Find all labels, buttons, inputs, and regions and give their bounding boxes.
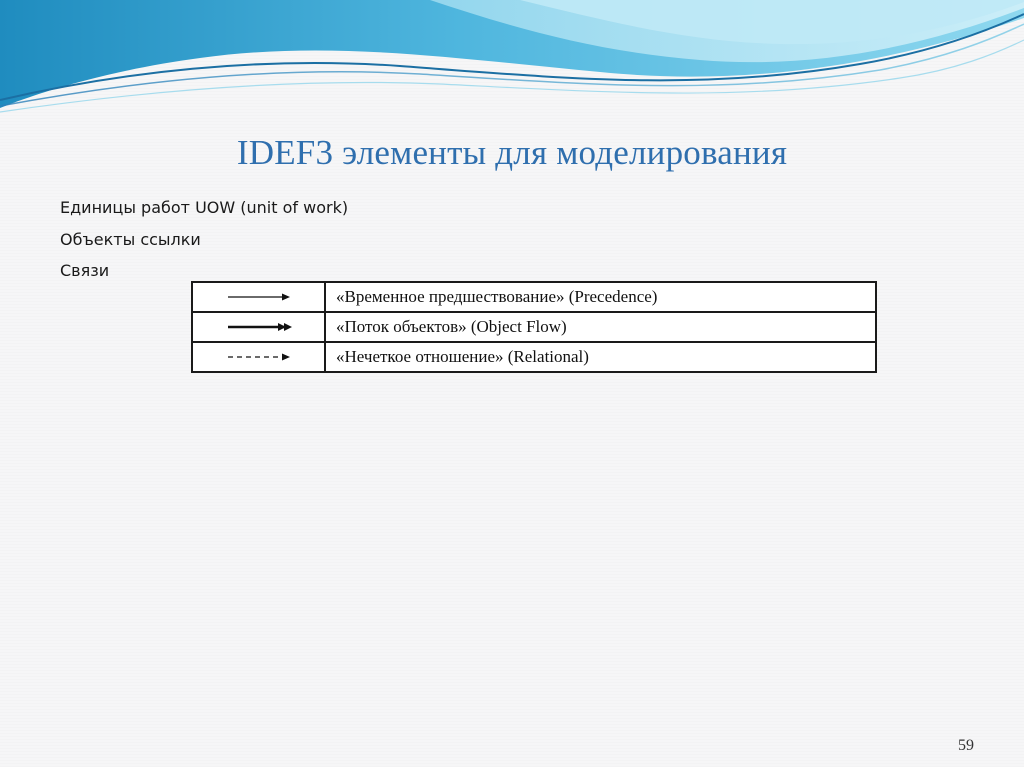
dashed-arrow-icon	[224, 351, 294, 363]
page-number: 59	[958, 737, 974, 754]
arrow-cell	[192, 282, 325, 312]
double-head-arrow-icon	[224, 321, 294, 333]
wave-header-decoration	[0, 0, 1024, 115]
bullet-item-reference-objects: Объекты ссылки	[60, 229, 201, 249]
solid-arrow-icon	[224, 291, 294, 303]
bullet-list	[60, 196, 348, 291]
arrow-cell	[192, 342, 325, 372]
table-row	[192, 312, 876, 342]
link-description: «Нечеткое отношение» (Relational)	[325, 342, 876, 372]
slide-title: IDEF3 элементы для моделирования	[236, 133, 788, 172]
arrow-cell	[192, 312, 325, 342]
bullet-item-links: Связи	[60, 261, 110, 280]
table-row	[192, 282, 876, 312]
table-row	[192, 342, 876, 372]
link-description: «Поток объектов» (Object Flow)	[325, 312, 876, 342]
link-description: «Временное предшествование» (Precedence)	[325, 282, 876, 312]
bullet-item-uow: Единицы работ UOW (unit of work)	[60, 198, 349, 217]
links-table	[191, 281, 877, 373]
